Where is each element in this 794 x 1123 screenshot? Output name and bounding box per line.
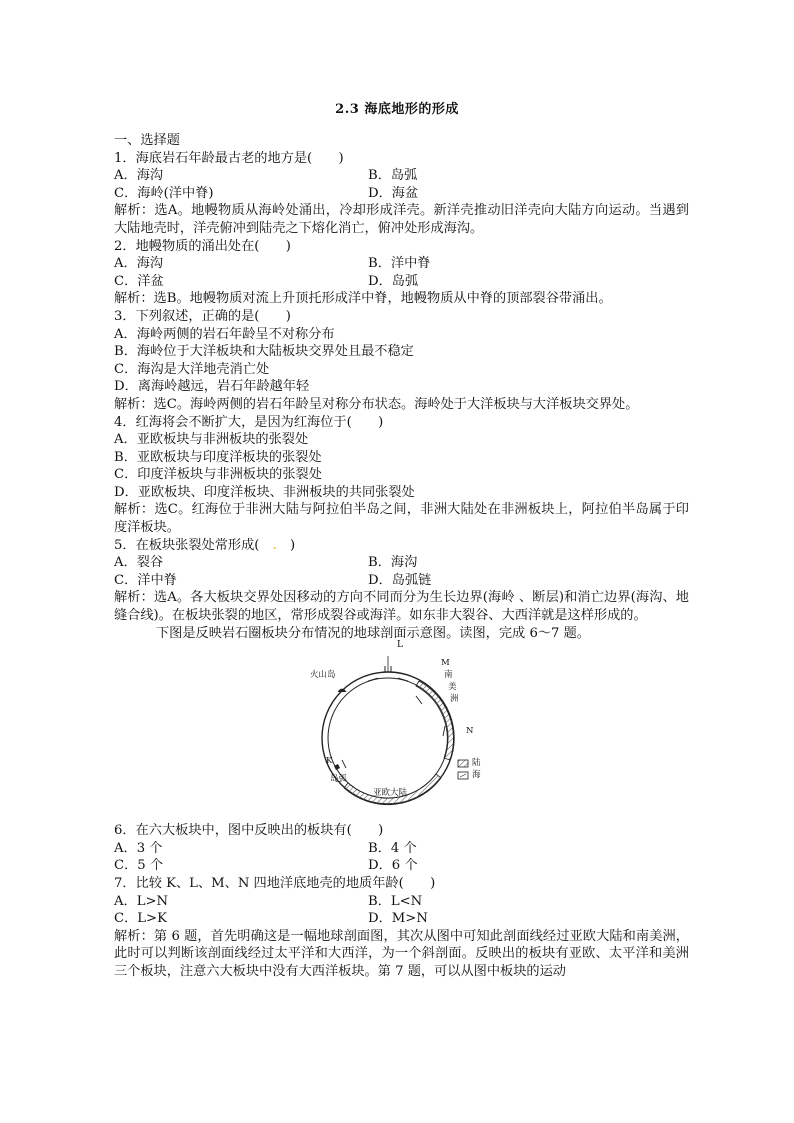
label-volcano-island: 火山岛 — [310, 670, 336, 681]
motion-arrow — [416, 696, 422, 704]
question-7-options-row-1 — [114, 893, 689, 911]
question-6-stem: 6．在六大板块中，图中反映出的板块有( ) — [114, 823, 384, 839]
option-c: C．洋中脊 — [114, 572, 177, 588]
label-south-america-1: 南 — [444, 670, 453, 681]
option-c: C．5 个 — [114, 858, 164, 874]
document-body — [114, 132, 689, 981]
figure-intro: 下图是反映岩石圈板块分布情况的地球剖面示意图。读图，完成 6～7 题。 — [156, 625, 590, 641]
legend-land-label: 陆 — [472, 758, 481, 769]
question-2-options-row-2 — [114, 273, 689, 291]
option-b: B．海岭位于大洋板块和大陆板块交界处且最不稳定 — [114, 344, 414, 360]
question-1-options-row-2 — [114, 185, 689, 203]
label-south-america-2: 美 — [448, 682, 457, 693]
stem-text: 5．在板块张裂处常形成( — [114, 537, 273, 553]
motion-arrow — [342, 760, 346, 768]
label-l: L — [397, 640, 403, 651]
question-3-stem: 3．下列叙述，正确的是( ) — [114, 308, 291, 324]
stem-text-end: ) — [276, 537, 296, 553]
legend-sea-label: 海 — [472, 770, 481, 781]
option-b: B．4 个 — [368, 840, 417, 856]
question-6-options-row-1 — [114, 840, 689, 858]
option-b: B．亚欧板块与印度洋板块的张裂处 — [114, 449, 322, 465]
option-d: D．海盆 — [368, 185, 419, 201]
question-1-options-row-1 — [114, 167, 689, 185]
question-7-options-row-2 — [114, 910, 689, 928]
option-a: A．海沟 — [114, 256, 164, 272]
earth-cross-section-figure — [114, 642, 689, 822]
label-n: N — [466, 726, 474, 737]
option-c: C．海岭(洋中脊) — [114, 185, 214, 201]
stem-dot: . — [272, 537, 277, 553]
question-5-options-row-1 — [114, 554, 689, 572]
option-b: B．洋中脊 — [368, 256, 431, 272]
motion-arrow — [443, 726, 445, 736]
legend-land-swatch — [458, 760, 468, 767]
question-6-options-row-2 — [114, 857, 689, 875]
option-d: D．岛弧链 — [368, 572, 432, 588]
label-m: M — [441, 658, 450, 669]
page-title: 2.3 海底地形的形成 — [335, 102, 459, 117]
question-5-stem — [114, 537, 689, 555]
option-b: B．海沟 — [368, 555, 418, 571]
option-a: A．海沟 — [114, 168, 164, 184]
option-d: D．M>N — [368, 911, 428, 927]
option-b: B．L<N — [368, 893, 423, 909]
option-c: C．L>K — [114, 911, 167, 927]
section-heading: 一、选择题 — [114, 133, 180, 148]
option-d: D．6 个 — [368, 858, 418, 874]
question-4-stem: 4．红海将会不断扩大，是因为红海位于( ) — [114, 414, 384, 430]
question-2-stem: 2．地幔物质的涌出处在( ) — [114, 238, 291, 254]
option-a: A．L>N — [114, 893, 169, 909]
question-5-analysis: 解析：选A。各大板块交界处因移动的方向不同而分为生长边界(海岭 、断层)和消亡边界(海沟、地缝合线)。在板块张裂的地区，常形成裂谷或海洋。如东非大裂谷、大西洋就是这样形成的。 — [114, 590, 689, 624]
option-d: D．离海岭越远，岩石年龄越年轻 — [114, 379, 310, 395]
question-7-stem: 7．比较 K、L、M、N 四地洋底地壳的地质年龄( ) — [114, 876, 436, 891]
option-a: A．亚欧板块与非洲板块的张裂处 — [114, 432, 309, 448]
question-5-options-row-2 — [114, 572, 689, 590]
option-a: A．海岭两侧的岩石年龄呈不对称分布 — [114, 326, 335, 342]
option-d: D．亚欧板块、印度洋板块、非洲板块的共同张裂处 — [114, 484, 415, 500]
question-1-stem: 1．海底岩石年龄最古老的地方是( ) — [114, 150, 344, 166]
label-island-arc: 岛弧 — [330, 774, 348, 785]
option-c: C．海沟是大洋地壳消亡处 — [114, 361, 270, 377]
question-4-analysis: 解析：选C。红海位于非洲大陆与阿拉伯半岛之间，非洲大陆处在非洲板块上，阿拉伯半岛属于印度洋板块。 — [114, 502, 689, 536]
option-a: A．3 个 — [114, 840, 163, 856]
option-c: C．印度洋板块与非洲板块的张裂处 — [114, 467, 322, 483]
option-d: D．岛弧 — [368, 273, 419, 289]
question-6-7-analysis: 解析：第 6 题，首先明确这是一幅地球剖面图，其次从图中可知此剖面线经过亚欧大陆和南美洲，此时可以判断该剖面线经过太平洋和大西洋，为一个斜剖面。反映出的板块有亚欧、太平洋和美洲三个板块，注意六大板块中没有大西洋板块。第 7 题，可以从图中板块的运动 — [114, 928, 689, 979]
label-south-america-3: 洲 — [450, 694, 459, 705]
south-america-land — [416, 681, 453, 760]
question-2-options-row-1 — [114, 255, 689, 273]
volcano-island-mark — [338, 689, 346, 692]
question-3-analysis: 解析：选C。海岭两侧的岩石年龄呈对称分布状态。海岭处于大洋板块与大洋板块交界处。 — [114, 396, 639, 412]
option-b: B．岛弧 — [368, 168, 418, 184]
question-2-analysis: 解析：选B。地幔物质对流上升顶托形成洋中脊，地幔物质从中脊的顶部裂谷带涌出。 — [114, 291, 612, 307]
option-c: C．洋盆 — [114, 273, 164, 289]
question-1-analysis: 解析：选A。地幔物质从海岭处涌出，冷却形成洋壳。新洋壳推动旧洋壳向大陆方向运动。当遇到大陆地壳时，洋壳俯冲到陆壳之下熔化消亡，俯冲处形成海沟。 — [114, 203, 689, 236]
option-a: A．裂谷 — [114, 555, 164, 571]
label-k: K — [326, 756, 333, 767]
label-eurasia: 亚欧大陆 — [373, 788, 408, 799]
